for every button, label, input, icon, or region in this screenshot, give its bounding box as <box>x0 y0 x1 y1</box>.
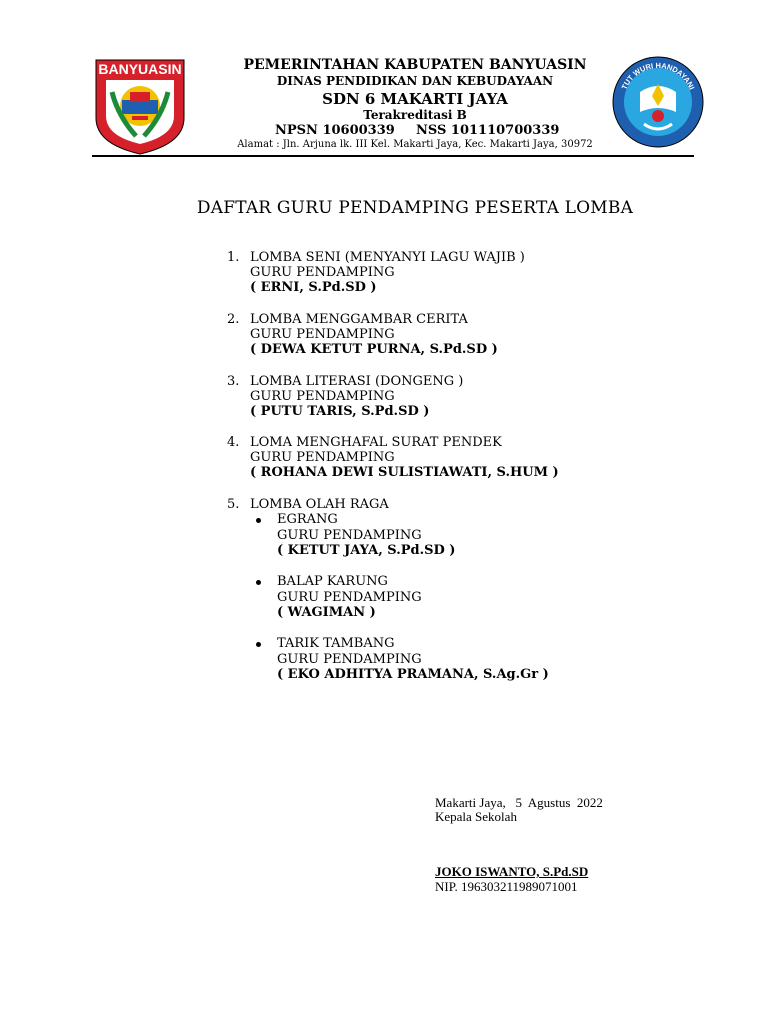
bullet-icon <box>256 642 261 647</box>
nss: NSS 101110700339 <box>416 123 560 138</box>
school-address: Alamat : Jln. Arjuna lk. III Kel. Makarti Jaya, Kec. Makarti Jaya, 30972 <box>237 139 593 150</box>
sub-item-label: GURU PENDAMPING <box>277 590 422 605</box>
list-item-lomba: LOMBA SENI (MENYANYI LAGU WAJIB ) <box>250 250 525 265</box>
signature-nip: NIP. 196303211989071001 <box>435 879 578 894</box>
list-item-number: 5. <box>227 497 240 512</box>
government-name: PEMERINTAHAN KABUPATEN BANYUASIN <box>243 57 587 73</box>
list-item-label: GURU PENDAMPING <box>250 327 395 342</box>
list-item-lomba: LOMBA LITERASI (DONGENG ) <box>250 374 464 389</box>
list-item-number: 4. <box>227 435 240 450</box>
sub-item-teacher: ( EKO ADHITYA PRAMANA, S.Ag.Gr ) <box>277 667 549 682</box>
accreditation: Terakreditasi B <box>363 108 467 122</box>
school-name: SDN 6 MAKARTI JAYA <box>322 90 508 108</box>
list-item-number: 2. <box>227 312 240 327</box>
sub-item-lomba: EGRANG <box>277 512 338 527</box>
signature-place-date: Makarti Jaya, 5 Agustus 2022 <box>435 795 603 810</box>
bullet-icon <box>256 580 261 585</box>
list-item-lomba: LOMBA OLAH RAGA <box>250 497 389 512</box>
sub-item-lomba: BALAP KARUNG <box>277 574 388 589</box>
list-item-teacher: ( DEWA KETUT PURNA, S.Pd.SD ) <box>250 342 498 357</box>
sub-item-teacher: ( KETUT JAYA, S.Pd.SD ) <box>277 543 456 558</box>
list-item-teacher: ( ERNI, S.Pd.SD ) <box>250 280 377 295</box>
list-item-label: GURU PENDAMPING <box>250 389 395 404</box>
sub-item-lomba: TARIK TAMBANG <box>277 636 395 651</box>
signature-name: JOKO ISWANTO, S.Pd.SD <box>435 864 589 879</box>
list-item-number: 3. <box>227 374 240 389</box>
bullet-icon <box>256 518 261 523</box>
sub-item-teacher: ( WAGIMAN ) <box>277 605 376 620</box>
sub-item-label: GURU PENDAMPING <box>277 652 422 667</box>
npsn: NPSN 10600339 <box>275 123 395 138</box>
signature-position: Kepala Sekolah <box>435 809 517 824</box>
banyuasin-logo-text: BANYUASIN <box>98 61 182 77</box>
header-divider <box>92 155 694 157</box>
list-item-lomba: LOMA MENGHAFAL SURAT PENDEK <box>250 435 502 450</box>
document-title: DAFTAR GURU PENDAMPING PESERTA LOMBA <box>196 198 634 218</box>
department-name: DINAS PENDIDIKAN DAN KEBUDAYAAN <box>276 74 554 88</box>
list-item-lomba: LOMBA MENGGAMBAR CERITA <box>250 312 468 327</box>
banyuasin-logo <box>92 56 188 156</box>
list-item-label: GURU PENDAMPING <box>250 265 395 280</box>
list-item-teacher: ( PUTU TARIS, S.Pd.SD ) <box>250 404 430 419</box>
list-item-label: GURU PENDAMPING <box>250 450 395 465</box>
list-item-number: 1. <box>227 250 240 265</box>
tut-wuri-text: TUT WURI HANDAYANI <box>619 60 697 91</box>
sub-item-label: GURU PENDAMPING <box>277 528 422 543</box>
list-item-teacher: ( ROHANA DEWI SULISTIAWATI, S.HUM ) <box>250 465 559 480</box>
